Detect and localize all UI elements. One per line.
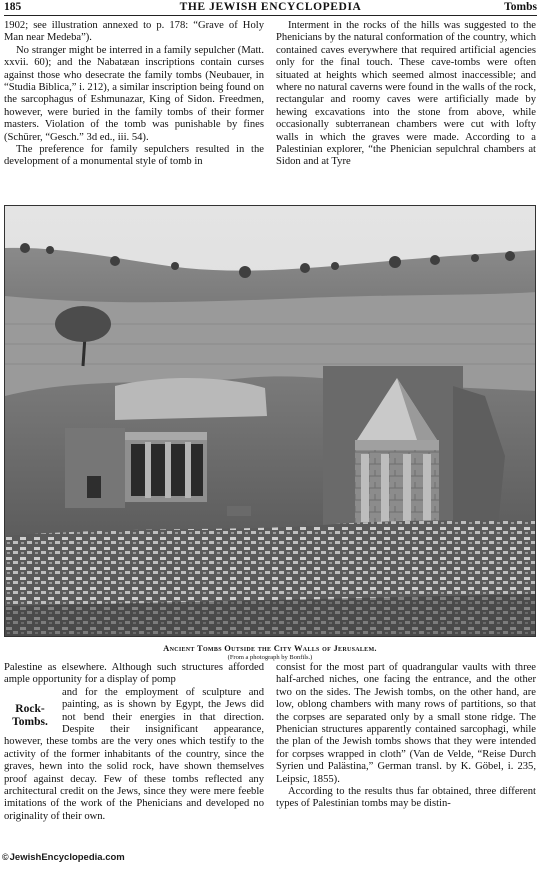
side-heading-line: Tombs. <box>12 715 48 728</box>
photograph-ancient-tombs <box>4 205 536 637</box>
paragraph: No stranger might be interred in a family sepulcher (Matt. xxvii. 60); and the Nabatæan inscriptions contain curses against those who desecrate the family tombs (Neubauer, in “Studia Biblica,” i. 212), a similar inscription being found on the sarcophagus of Eshmunazar, King of Sidon. Freedmen, however, were buried in the family tombs of their former masters. Violation of the tomb was punishable by fines (Schürer, “Gesch.” 3d ed., iii. 54). <box>4 44 264 143</box>
side-heading-rock-tombs <box>4 703 56 729</box>
figure-caption: Ancient Tombs Outside the City Walls of Jerusalem. <box>163 643 377 653</box>
column-left-bottom <box>4 662 264 823</box>
paragraph: The preference for family sepulchers resulted in the development of a monumental style of tomb in <box>4 144 264 168</box>
running-header <box>4 0 537 16</box>
column-left-top <box>4 20 264 169</box>
paragraph-lead: Palestine as elsewhere. Although such structures afforded ample opportunity for a display of pomp <box>4 662 264 686</box>
paragraph: 1902; see illustration annexed to p. 178: “Grave of Holy Man near Medeba”). <box>4 20 264 44</box>
column-right-top <box>276 20 536 169</box>
paragraph: consist for the most part of quadrangular vaults with three half-arched niches, one facing the entrance, and the other two on the sides. The Jewish tombs, on the other hand, are low, oblong chambers with many rows of partitions, so that the corpses are separated only by a small stone ridge. The Phenician structures apparently contained sarcophagi, while the plan of the Jewish tombs shows that they were intended for corpses wrapped in cloth” (Van de Velde, “Reise Durch Syrien und Palästina,” German transl. by K. Göbel, i. 235, Leipsic, 1855). <box>276 662 536 785</box>
tomb-of-zechariah <box>323 366 463 526</box>
site-footer-link[interactable] <box>2 852 125 863</box>
section-title: Tombs <box>504 1 537 13</box>
paragraph: and for the employment of sculpture and painting, as is shown by Egypt, the Jews did not bend their energies in that direction. Despite their insignificant appearance, however, these tombs are the very ones which testify to the activity of the former inhabitants of the country, since the graves, hewn into the solid rock, have shown themselves proof against decay. Few of these tombs reflected any architectural credit on the Jews, since they were mere feeble imitations of the work of the Phenicians and developed no originality of their own. <box>4 686 264 822</box>
side-heading-line: Rock- <box>15 702 45 715</box>
paragraph: Interment in the rocks of the hills was suggested to the Phenicians by the natural conformation of the country, which contained caves everywhere that required artificial agencies only for the final touch. These cave-tombs were often situated at heights which seemed almost inaccessible; and where no natural caverns were found in the walls of the rock, rectangular and roomy caves were artificially made by hewing excavations into the stone from above, while occasionally subterranean chambers were cut with lofty walls in which the graves were made. According to a Palestinian explorer, “the Phenician sepulchral chambers at Sidon and at Tyre <box>276 20 536 168</box>
copyright-symbol: © <box>2 852 9 862</box>
running-title: THE JEWISH ENCYCLOPEDIA <box>179 1 362 13</box>
tomb-bene-hezir <box>65 428 207 508</box>
paragraph: According to the results thus far obtained, three different types of Palestinian tombs may be distin- <box>276 786 536 810</box>
column-right-bottom <box>276 662 536 811</box>
page-number: 185 <box>4 1 22 13</box>
photograph-rendering <box>5 206 536 637</box>
figure-credit: (From a photograph by Bonfils.) <box>227 654 313 661</box>
site-name: JewishEncyclopedia.com <box>9 852 125 863</box>
